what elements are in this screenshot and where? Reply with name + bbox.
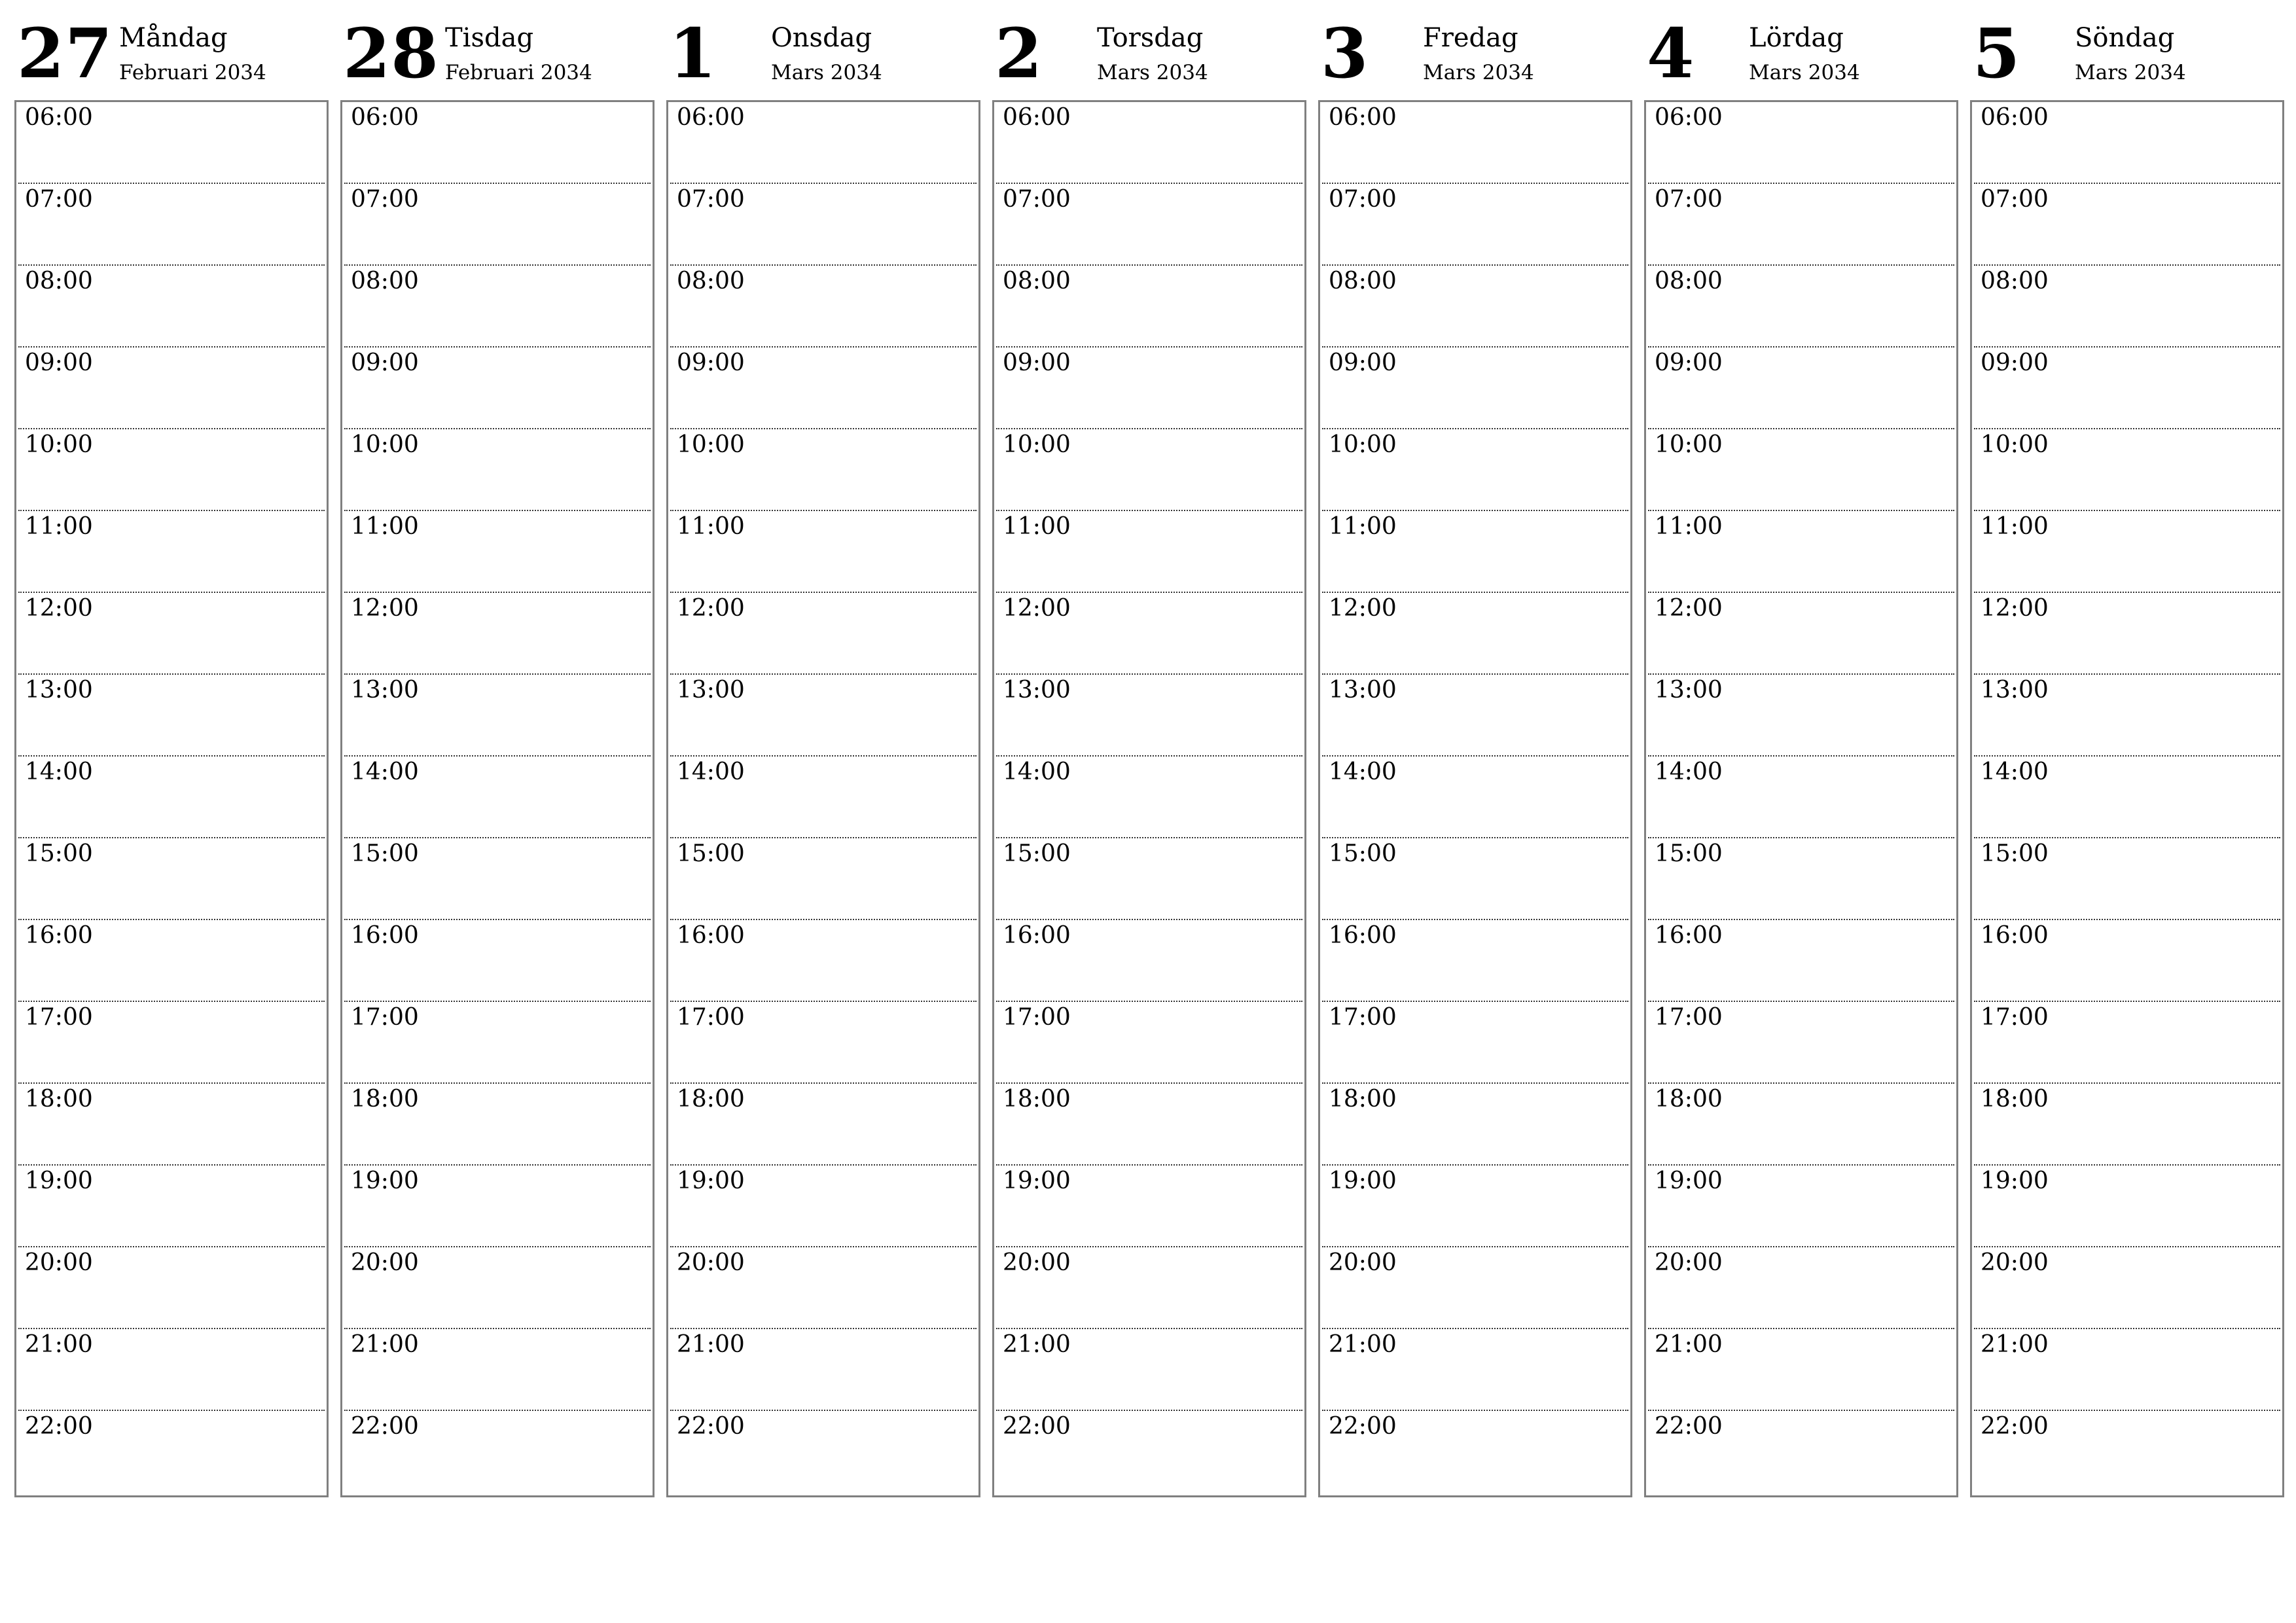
time-slot-label: 07:00 (1981, 186, 2049, 213)
time-slot-label: 21:00 (1003, 1331, 1071, 1358)
day-column (992, 0, 1305, 1499)
time-slot[interactable] (1974, 1411, 2280, 1493)
day-name: Måndag (119, 23, 228, 53)
time-slot-label: 20:00 (1981, 1249, 2049, 1276)
time-slot[interactable] (344, 675, 651, 757)
time-slot-label: 13:00 (677, 677, 745, 704)
time-slot[interactable] (1974, 1329, 2280, 1411)
time-slot-label: 09:00 (1003, 349, 1071, 376)
time-slot-label: 18:00 (1003, 1086, 1071, 1113)
time-slot[interactable] (1322, 1411, 1628, 1493)
time-slot[interactable] (1648, 1247, 1954, 1329)
time-slot-label: 22:00 (25, 1413, 93, 1440)
time-slot[interactable] (1974, 511, 2280, 593)
time-slot-label: 17:00 (1981, 1004, 2049, 1031)
time-slot-label: 15:00 (677, 840, 745, 867)
time-slot[interactable] (18, 429, 325, 511)
day-schedule-box (14, 100, 329, 1497)
time-slot-label: 10:00 (25, 431, 93, 458)
time-slot[interactable] (344, 1329, 651, 1411)
time-slot[interactable] (18, 675, 325, 757)
time-slot-label: 06:00 (1981, 104, 2049, 131)
day-month-year: Mars 2034 (1749, 61, 1860, 84)
time-slot-label: 07:00 (1655, 186, 1723, 213)
time-slot[interactable] (18, 184, 325, 266)
time-slot-label: 19:00 (677, 1168, 745, 1194)
time-slot[interactable] (1974, 1166, 2280, 1247)
time-slot[interactable] (344, 1411, 651, 1493)
time-slot-label: 22:00 (1003, 1413, 1071, 1440)
day-name: Tisdag (445, 23, 534, 53)
time-slot-label: 07:00 (351, 186, 419, 213)
time-slot-label: 21:00 (1655, 1331, 1723, 1358)
time-slot-label: 14:00 (1655, 758, 1723, 785)
time-slot-label: 20:00 (1003, 1249, 1071, 1276)
day-column (1644, 0, 1957, 1499)
time-slot-label: 15:00 (1981, 840, 2049, 867)
time-slot[interactable] (18, 102, 325, 184)
time-slot[interactable] (670, 1002, 977, 1084)
time-slot[interactable] (996, 838, 1302, 920)
time-slot-label: 07:00 (1329, 186, 1397, 213)
time-slot-label: 07:00 (25, 186, 93, 213)
time-slot[interactable] (1648, 102, 1954, 184)
time-slot-label: 14:00 (1329, 758, 1397, 785)
time-slot-label: 20:00 (25, 1249, 93, 1276)
time-slot[interactable] (1974, 838, 2280, 920)
time-slot-label: 21:00 (677, 1331, 745, 1358)
day-name: Fredag (1423, 23, 1518, 53)
time-slot[interactable] (670, 1411, 977, 1493)
time-slot[interactable] (1974, 348, 2280, 429)
time-slot[interactable] (1648, 920, 1954, 1002)
time-slot[interactable] (1322, 266, 1628, 348)
day-name: Lördag (1749, 23, 1844, 53)
time-slot[interactable] (996, 102, 1302, 184)
time-slot[interactable] (670, 920, 977, 1002)
time-slot-label: 13:00 (1655, 677, 1723, 704)
time-slot-label: 06:00 (677, 104, 745, 131)
time-slot-label: 11:00 (351, 513, 419, 540)
day-month-year: Februari 2034 (119, 61, 266, 84)
time-slot[interactable] (18, 1411, 325, 1493)
time-slot[interactable] (1322, 675, 1628, 757)
time-slot-label: 17:00 (1003, 1004, 1071, 1031)
time-slot[interactable] (670, 593, 977, 675)
time-slot[interactable] (1322, 838, 1628, 920)
time-slot[interactable] (18, 511, 325, 593)
time-slot[interactable] (1322, 429, 1628, 511)
time-slot[interactable] (18, 838, 325, 920)
time-slot-label: 10:00 (677, 431, 745, 458)
time-slot-label: 17:00 (1655, 1004, 1723, 1031)
time-slot[interactable] (18, 593, 325, 675)
time-slot[interactable] (1322, 1002, 1628, 1084)
time-slot-label: 12:00 (1329, 595, 1397, 622)
time-slot[interactable] (996, 1411, 1302, 1493)
time-slot[interactable] (670, 675, 977, 757)
time-slot[interactable] (670, 348, 977, 429)
day-number: 1 (669, 13, 717, 94)
day-name: Onsdag (771, 23, 872, 53)
time-slot[interactable] (1974, 757, 2280, 838)
time-slot-label: 20:00 (1329, 1249, 1397, 1276)
time-slot-label: 21:00 (351, 1331, 419, 1358)
time-slot[interactable] (18, 348, 325, 429)
time-slot-label: 19:00 (25, 1168, 93, 1194)
time-slot-label: 12:00 (1655, 595, 1723, 622)
time-slot[interactable] (1648, 184, 1954, 266)
time-slot[interactable] (18, 1329, 325, 1411)
time-slot[interactable] (996, 184, 1302, 266)
time-slot-label: 08:00 (25, 268, 93, 294)
time-slot-label: 12:00 (677, 595, 745, 622)
time-slot[interactable] (1974, 1002, 2280, 1084)
time-slot[interactable] (344, 348, 651, 429)
time-slot-label: 10:00 (351, 431, 419, 458)
time-slot[interactable] (996, 1329, 1302, 1411)
time-slot[interactable] (18, 1166, 325, 1247)
time-slot[interactable] (1322, 593, 1628, 675)
time-slot[interactable] (344, 102, 651, 184)
time-slot-label: 08:00 (1655, 268, 1723, 294)
time-slot[interactable] (1648, 1084, 1954, 1166)
time-slot-label: 16:00 (1981, 922, 2049, 949)
time-slot[interactable] (344, 838, 651, 920)
time-slot-label: 19:00 (1003, 1168, 1071, 1194)
time-slot-label: 08:00 (677, 268, 745, 294)
time-slot[interactable] (1648, 1411, 1954, 1493)
day-column (1970, 0, 2283, 1499)
time-slot[interactable] (996, 593, 1302, 675)
time-slot[interactable] (1974, 593, 2280, 675)
time-slot[interactable] (670, 429, 977, 511)
time-slot-label: 13:00 (351, 677, 419, 704)
day-header (14, 0, 327, 98)
time-slot-label: 22:00 (1329, 1413, 1397, 1440)
time-slot[interactable] (1648, 675, 1954, 757)
time-slot[interactable] (1974, 1084, 2280, 1166)
time-slot[interactable] (1974, 1247, 2280, 1329)
time-slot-label: 21:00 (25, 1331, 93, 1358)
time-slot-label: 17:00 (1329, 1004, 1397, 1031)
time-slot-label: 14:00 (351, 758, 419, 785)
time-slot-label: 07:00 (1003, 186, 1071, 213)
day-column (340, 0, 653, 1499)
day-schedule-box (992, 100, 1306, 1497)
day-schedule-box (666, 100, 980, 1497)
time-slot[interactable] (344, 593, 651, 675)
time-slot-label: 06:00 (351, 104, 419, 131)
day-column (1318, 0, 1631, 1499)
day-name: Söndag (2075, 23, 2175, 53)
time-slot-label: 21:00 (1981, 1331, 2049, 1358)
time-slot-label: 11:00 (1329, 513, 1397, 540)
time-slot-label: 20:00 (351, 1249, 419, 1276)
day-header (992, 0, 1305, 98)
day-header (1318, 0, 1631, 98)
time-slot-label: 18:00 (1329, 1086, 1397, 1113)
day-schedule-box (1644, 100, 1958, 1497)
day-header (340, 0, 653, 98)
time-slot[interactable] (18, 1247, 325, 1329)
time-slot-label: 16:00 (1655, 922, 1723, 949)
time-slot[interactable] (1648, 266, 1954, 348)
time-slot[interactable] (1322, 184, 1628, 266)
time-slot-label: 09:00 (25, 349, 93, 376)
time-slot-label: 15:00 (351, 840, 419, 867)
time-slot[interactable] (18, 266, 325, 348)
time-slot-label: 08:00 (351, 268, 419, 294)
time-slot[interactable] (1648, 593, 1954, 675)
time-slot-label: 20:00 (1655, 1249, 1723, 1276)
time-slot-label: 19:00 (1329, 1168, 1397, 1194)
day-header (1644, 0, 1957, 98)
time-slot-label: 14:00 (1981, 758, 2049, 785)
day-month-year: Mars 2034 (771, 61, 882, 84)
time-slot-label: 13:00 (1003, 677, 1071, 704)
day-column (14, 0, 327, 1499)
day-name: Torsdag (1097, 23, 1204, 53)
time-slot[interactable] (1648, 757, 1954, 838)
time-slot-label: 14:00 (25, 758, 93, 785)
time-slot-label: 15:00 (1003, 840, 1071, 867)
day-number: 28 (343, 13, 439, 94)
time-slot[interactable] (1974, 102, 2280, 184)
time-slot[interactable] (344, 1247, 651, 1329)
time-slot[interactable] (670, 184, 977, 266)
time-slot[interactable] (1974, 266, 2280, 348)
time-slot[interactable] (344, 757, 651, 838)
time-slot[interactable] (344, 511, 651, 593)
time-slot-label: 11:00 (1981, 513, 2049, 540)
time-slot[interactable] (996, 511, 1302, 593)
day-number: 4 (1647, 13, 1695, 94)
time-slot-label: 08:00 (1003, 268, 1071, 294)
day-number: 27 (17, 13, 113, 94)
time-slot-label: 16:00 (351, 922, 419, 949)
time-slot[interactable] (1322, 102, 1628, 184)
day-schedule-box (1318, 100, 1632, 1497)
time-slot-label: 14:00 (677, 758, 745, 785)
time-slot[interactable] (996, 429, 1302, 511)
time-slot-label: 08:00 (1329, 268, 1397, 294)
day-month-year: Mars 2034 (1423, 61, 1534, 84)
time-slot[interactable] (996, 1247, 1302, 1329)
time-slot-label: 15:00 (25, 840, 93, 867)
time-slot-label: 19:00 (351, 1168, 419, 1194)
time-slot-label: 13:00 (1981, 677, 2049, 704)
time-slot-label: 18:00 (25, 1086, 93, 1113)
day-header (1970, 0, 2283, 98)
time-slot-label: 11:00 (677, 513, 745, 540)
day-month-year: Februari 2034 (445, 61, 592, 84)
time-slot-label: 22:00 (351, 1413, 419, 1440)
time-slot-label: 11:00 (25, 513, 93, 540)
time-slot[interactable] (1322, 511, 1628, 593)
day-number: 5 (1973, 13, 2021, 94)
time-slot[interactable] (1648, 1329, 1954, 1411)
time-slot[interactable] (670, 266, 977, 348)
time-slot-label: 17:00 (25, 1004, 93, 1031)
time-slot-label: 08:00 (1981, 268, 2049, 294)
time-slot[interactable] (344, 429, 651, 511)
time-slot[interactable] (996, 1166, 1302, 1247)
time-slot-label: 09:00 (1329, 349, 1397, 376)
time-slot[interactable] (18, 757, 325, 838)
time-slot-label: 15:00 (1329, 840, 1397, 867)
time-slot[interactable] (996, 757, 1302, 838)
time-slot[interactable] (344, 1002, 651, 1084)
time-slot[interactable] (670, 757, 977, 838)
time-slot[interactable] (1322, 1247, 1628, 1329)
time-slot[interactable] (1648, 1002, 1954, 1084)
time-slot-label: 13:00 (25, 677, 93, 704)
time-slot-label: 06:00 (1655, 104, 1723, 131)
time-slot-label: 18:00 (1655, 1086, 1723, 1113)
time-slot-label: 21:00 (1329, 1331, 1397, 1358)
time-slot-label: 14:00 (1003, 758, 1071, 785)
time-slot-label: 11:00 (1655, 513, 1723, 540)
time-slot[interactable] (1648, 511, 1954, 593)
time-slot[interactable] (1648, 429, 1954, 511)
time-slot-label: 17:00 (677, 1004, 745, 1031)
time-slot-label: 11:00 (1003, 513, 1071, 540)
time-slot-label: 19:00 (1981, 1168, 2049, 1194)
time-slot[interactable] (1648, 838, 1954, 920)
time-slot-label: 06:00 (1329, 104, 1397, 131)
time-slot[interactable] (1322, 920, 1628, 1002)
time-slot-label: 12:00 (1003, 595, 1071, 622)
time-slot[interactable] (1322, 348, 1628, 429)
time-slot[interactable] (670, 1329, 977, 1411)
time-slot[interactable] (996, 1002, 1302, 1084)
time-slot-label: 09:00 (677, 349, 745, 376)
time-slot-label: 16:00 (1329, 922, 1397, 949)
time-slot-label: 12:00 (25, 595, 93, 622)
time-slot[interactable] (670, 1247, 977, 1329)
time-slot[interactable] (996, 675, 1302, 757)
time-slot[interactable] (1322, 1166, 1628, 1247)
day-number: 2 (995, 13, 1043, 94)
time-slot[interactable] (996, 1084, 1302, 1166)
time-slot-label: 17:00 (351, 1004, 419, 1031)
time-slot[interactable] (344, 184, 651, 266)
time-slot-label: 18:00 (351, 1086, 419, 1113)
day-schedule-box (1970, 100, 2284, 1497)
time-slot[interactable] (1648, 348, 1954, 429)
time-slot-label: 06:00 (25, 104, 93, 131)
time-slot[interactable] (1974, 675, 2280, 757)
time-slot[interactable] (670, 838, 977, 920)
day-column (666, 0, 979, 1499)
time-slot[interactable] (670, 102, 977, 184)
time-slot[interactable] (670, 1084, 977, 1166)
time-slot[interactable] (344, 1166, 651, 1247)
day-month-year: Mars 2034 (2075, 61, 2186, 84)
time-slot-label: 12:00 (1981, 595, 2049, 622)
time-slot-label: 09:00 (1655, 349, 1723, 376)
time-slot-label: 10:00 (1329, 431, 1397, 458)
day-header (666, 0, 979, 98)
time-slot[interactable] (1974, 184, 2280, 266)
time-slot-label: 13:00 (1329, 677, 1397, 704)
time-slot[interactable] (18, 1084, 325, 1166)
time-slot-label: 07:00 (677, 186, 745, 213)
time-slot-label: 16:00 (677, 922, 745, 949)
time-slot[interactable] (1974, 920, 2280, 1002)
time-slot-label: 18:00 (677, 1086, 745, 1113)
time-slot-label: 22:00 (1655, 1413, 1723, 1440)
time-slot[interactable] (1322, 1084, 1628, 1166)
time-slot[interactable] (996, 348, 1302, 429)
time-slot-label: 19:00 (1655, 1168, 1723, 1194)
time-slot-label: 22:00 (1981, 1413, 2049, 1440)
day-month-year: Mars 2034 (1097, 61, 1208, 84)
time-slot-label: 22:00 (677, 1413, 745, 1440)
time-slot-label: 12:00 (351, 595, 419, 622)
time-slot[interactable] (344, 266, 651, 348)
time-slot[interactable] (18, 920, 325, 1002)
day-number: 3 (1321, 13, 1369, 94)
time-slot[interactable] (1648, 1166, 1954, 1247)
time-slot[interactable] (670, 1166, 977, 1247)
day-schedule-box (340, 100, 655, 1497)
time-slot[interactable] (1322, 757, 1628, 838)
time-slot-label: 16:00 (1003, 922, 1071, 949)
time-slot-label: 18:00 (1981, 1086, 2049, 1113)
time-slot-label: 09:00 (1981, 349, 2049, 376)
time-slot[interactable] (1974, 429, 2280, 511)
time-slot-label: 16:00 (25, 922, 93, 949)
time-slot-label: 09:00 (351, 349, 419, 376)
time-slot[interactable] (996, 920, 1302, 1002)
time-slot[interactable] (18, 1002, 325, 1084)
time-slot-label: 06:00 (1003, 104, 1071, 131)
time-slot[interactable] (670, 511, 977, 593)
time-slot-label: 10:00 (1003, 431, 1071, 458)
time-slot-label: 10:00 (1655, 431, 1723, 458)
time-slot[interactable] (1322, 1329, 1628, 1411)
time-slot[interactable] (344, 920, 651, 1002)
time-slot[interactable] (996, 266, 1302, 348)
time-slot-label: 15:00 (1655, 840, 1723, 867)
time-slot[interactable] (344, 1084, 651, 1166)
time-slot-label: 10:00 (1981, 431, 2049, 458)
time-slot-label: 20:00 (677, 1249, 745, 1276)
